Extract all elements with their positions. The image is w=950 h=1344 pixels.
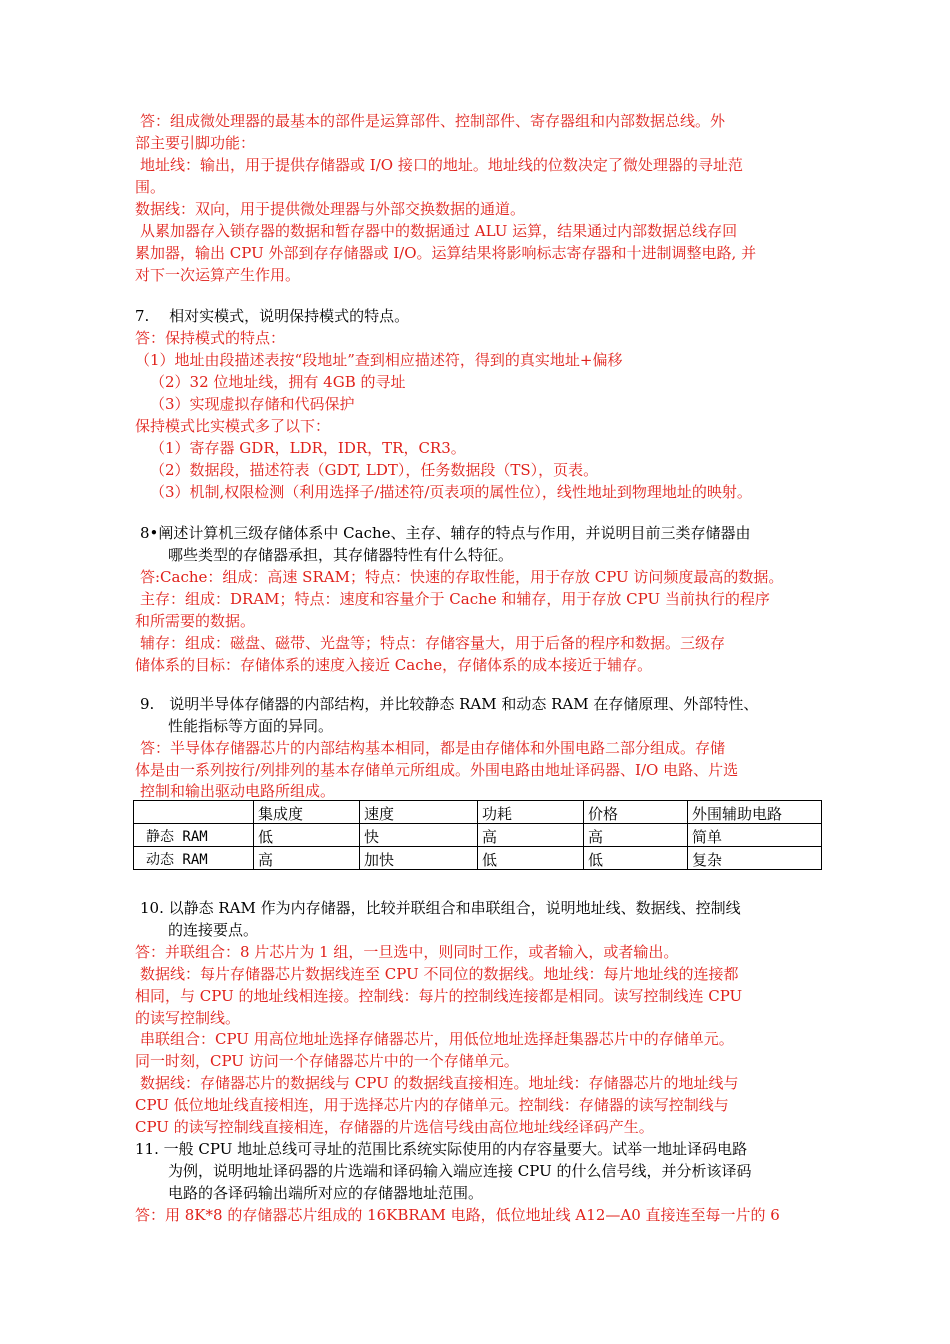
q7-answer-line: （2）数据段，描述符表（GDT, LDT），任务数据段（TS），页表。: [150, 461, 599, 479]
q11-answer-line: 答：用 8K*8 的存储器芯片组成的 16KBRAM 电路，低位地址线 A12—A0 直接连至每一片的 6: [135, 1206, 780, 1224]
q10-question-line: 10. 以静态 RAM 作为内存储器，比较并联组合和串联组合，说明地址线、数据线、控制线: [140, 899, 741, 917]
table-row-header: 动态 RAM: [134, 847, 254, 870]
q9-question-line: 性能指标等方面的异同。: [168, 717, 334, 735]
table-cell: 高: [478, 824, 584, 847]
q11-question-line: 为例，说明地址译码器的片选端和译码输入端应连接 CPU 的什么信号线，并分析该译码: [168, 1162, 752, 1180]
table-header-cell: 集成度: [254, 801, 360, 824]
q8-answer-line: 答:Cache：组成：高速 SRAM；特点：快速的存取性能，用于存放 CPU 访问频度最高的数据。: [140, 568, 784, 586]
q8-question-line: 8•阐述计算机三级存储体系中 Cache、主存、辅存的特点与作用，并说明目前三类存储器由: [140, 524, 751, 542]
table-header-cell: 功耗: [478, 801, 584, 824]
q10-answer-line: 相同，与 CPU 的地址线相连接。控制线：每片的控制线连接都是相同。读写控制线连 CPU: [135, 987, 743, 1005]
q8-question-line: 哪些类型的存储器承担，其存储器特性有什么特征。: [168, 546, 514, 564]
table-header-cell: 外围辅助电路: [688, 801, 822, 824]
q7-answer-line: （3）机制,权限检测（利用选择子/描述符/页表项的属性位），线性地址到物理地址的映射。: [150, 483, 752, 501]
q6-answer-line: 数据线：双向，用于提供微处理器与外部交换数据的通道。: [135, 200, 526, 218]
q10-answer-line: CPU 低位地址线直接相连，用于选择芯片内的存储单元。控制线：存储器的读写控制线与: [135, 1096, 729, 1114]
q9-answer-line: 控制和输出驱动电路所组成。: [140, 782, 336, 800]
q6-answer-line: 对下一次运算产生作用。: [135, 266, 301, 284]
q8-answer-line: 和所需要的数据。: [135, 612, 256, 630]
ram-comparison-table: [133, 800, 822, 870]
q7-question: 7. 相对实模式，说明保持模式的特点。: [135, 307, 410, 325]
table-header-cell: [134, 801, 254, 824]
table-header-cell: 价格: [584, 801, 688, 824]
table-header-row: [134, 801, 822, 824]
q9-answer-line: 答：半导体存储器芯片的内部结构基本相同，都是由存储体和外围电路二部分组成。存储: [140, 739, 726, 757]
table-cell: 低: [584, 847, 688, 870]
q7-answer-line: （2）32 位地址线，拥有 4GB 的寻址: [150, 373, 406, 391]
q10-answer-line: 同一时刻，CPU 访问一个存储器芯片中的一个存储单元。: [135, 1052, 519, 1070]
q6-answer-line: 部主要引脚功能：: [135, 134, 256, 152]
q11-question-line: 电路的各译码输出端所对应的存储器地址范围。: [168, 1184, 484, 1202]
q10-answer-line: 答：并联组合：8 片芯片为 1 组，一旦选中，则同时工作，或者输入，或者输出。: [135, 943, 679, 961]
table-cell: 低: [254, 824, 360, 847]
table-row: [134, 824, 822, 847]
q6-answer-line: 答：组成微处理器的最基本的部件是运算部件、控制部件、寄存器组和内部数据总线。外: [140, 112, 726, 130]
table-cell: 快: [360, 824, 478, 847]
q6-answer-line: 累加器，输出 CPU 外部到存存储器或 I/O。运算结果将影响标志寄存器和十进制调整电路, 并: [135, 244, 757, 262]
q9-answer-line: 体是由一系列按行/列排列的基本存储单元所组成。外围电路由地址译码器、I/O 电路、片选: [135, 761, 739, 779]
table-cell: 加快: [360, 847, 478, 870]
q10-answer-line: 串联组合：CPU 用高位地址选择存储器芯片，用低位地址选择赶集器芯片中的存储单元。: [140, 1030, 734, 1048]
table-row-header: 静态 RAM: [134, 824, 254, 847]
q7-answer-line: （3）实现虚拟存储和代码保护: [150, 395, 355, 413]
table-cell: 高: [584, 824, 688, 847]
q7-answer-line: 保持模式比实模式多了以下：: [135, 417, 331, 435]
table-cell: 复杂: [688, 847, 822, 870]
q7-answer-line: （1）地址由段描述表按“段地址”查到相应描述符，得到的真实地址+偏移: [135, 351, 623, 369]
q6-answer-line: 从累加器存入锁存器的数据和暂存器中的数据通过 ALU 运算，结果通过内部数据总线存回: [140, 222, 738, 240]
q10-question-line: 的连接要点。: [168, 921, 259, 939]
q11-question-line: 11. 一般 CPU 地址总线可寻址的范围比系统实际使用的内存容量要大。试举一地址译码电路: [135, 1140, 748, 1158]
q8-answer-line: 辅存：组成：磁盘、磁带、光盘等；特点：存储容量大，用于后备的程序和数据。三级存: [140, 634, 726, 652]
table-cell: 简单: [688, 824, 822, 847]
q7-answer-line: （1）寄存器 GDR，LDR，IDR，TR，CR3。: [150, 439, 466, 457]
table-cell: 低: [478, 847, 584, 870]
q6-answer-line: 围。: [135, 178, 166, 196]
q8-answer-line: 储体系的目标：存储体系的速度入接近 Cache，存储体系的成本接近于辅存。: [135, 656, 653, 674]
q10-answer-line: CPU 的读写控制线直接相连，存储器的片选信号线由高位地址线经译码产生。: [135, 1118, 654, 1136]
q10-answer-line: 数据线：每片存储器芯片数据线连至 CPU 不同位的数据线。地址线：每片地址线的连接都: [140, 965, 739, 983]
q8-answer-line: 主存：组成：DRAM；特点：速度和容量介于 Cache 和辅存，用于存放 CPU 当前执行的程序: [140, 590, 770, 608]
q7-answer-line: 答：保持模式的特点：: [135, 329, 286, 347]
table-header-cell: 速度: [360, 801, 478, 824]
q6-answer-line: 地址线：输出，用于提供存储器或 I/O 接口的地址。地址线的位数决定了微处理器的寻址范: [140, 156, 743, 174]
q10-answer-line: 的读写控制线。: [135, 1009, 241, 1027]
q10-answer-line: 数据线：存储器芯片的数据线与 CPU 的数据线直接相连。地址线：存储器芯片的地址线与: [140, 1074, 739, 1092]
table-cell: 高: [254, 847, 360, 870]
table-row: [134, 847, 822, 870]
q9-question-line: 9. 说明半导体存储器的内部结构，并比较静态 RAM 和动态 RAM 在存储原理、外部特性、: [140, 695, 759, 713]
